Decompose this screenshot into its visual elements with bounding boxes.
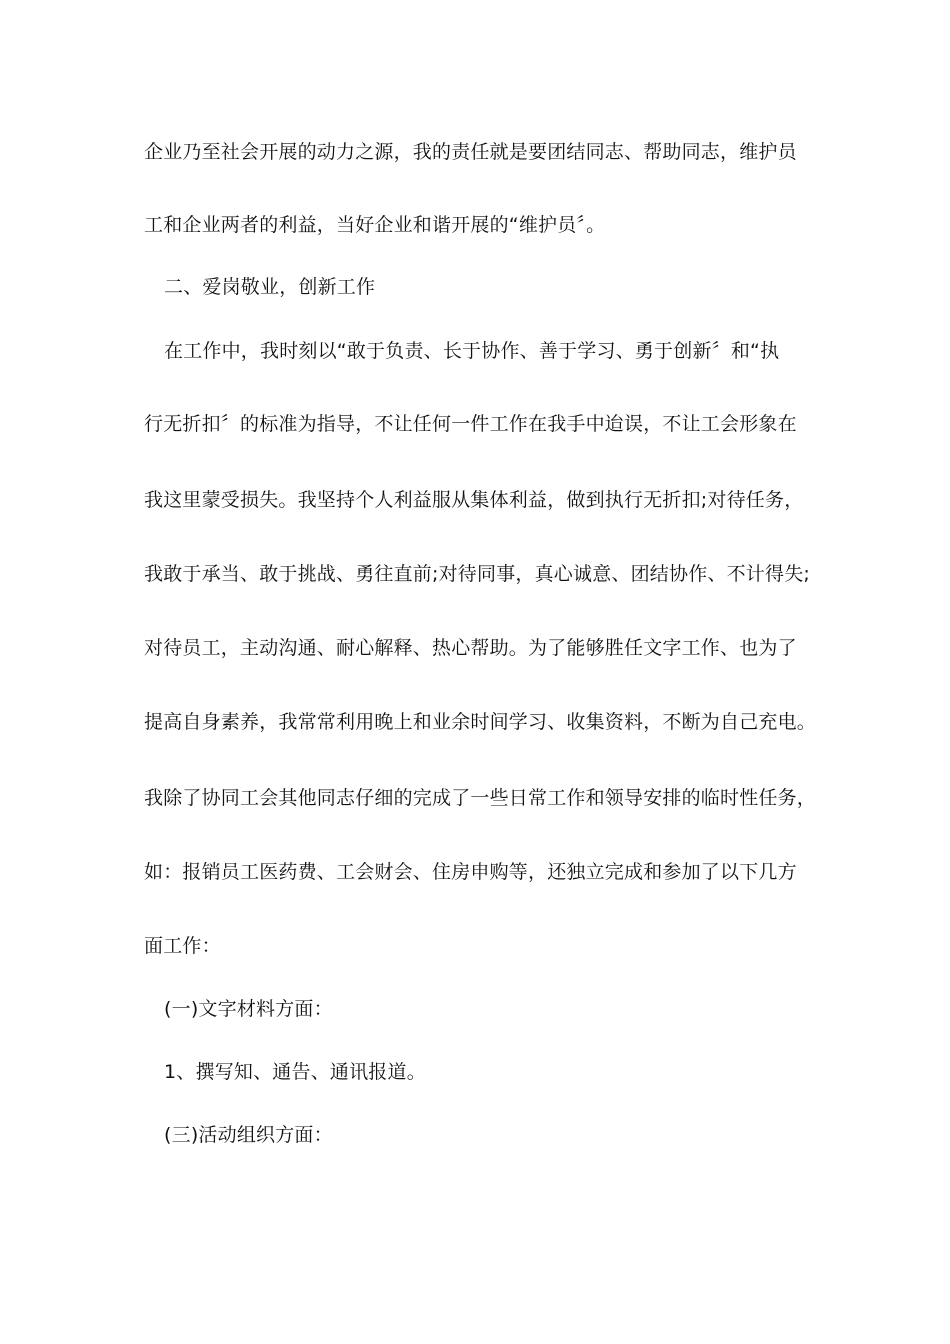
- paragraph-line-9: 我除了协同工会其他同志仔细的完成了一些日常工作和领导安排的临时性任务，: [144, 787, 817, 809]
- paragraph-line-1: 企业乃至社会开展的动力之源，我的责任就是要团结同志、帮助同志，维护员: [144, 141, 797, 163]
- paragraph-line-8: 提高自身素养，我常常利用晚上和业余时间学习、收集资料，不断为自己充电。: [144, 711, 817, 733]
- subsection-heading-1: (一)文字材料方面：: [164, 998, 333, 1020]
- list-item-1: 1、撰写知、通告、通讯报道。: [164, 1061, 426, 1083]
- paragraph-line-3: 在工作中，我时刻以“敢于负责、长于协作、善于学习、勇于创新〞和“执: [164, 340, 780, 362]
- paragraph-line-4: 行无折扣〞的标准为指导，不让任何一件工作在我手中迨误，不让工会形象在: [144, 413, 797, 435]
- subsection-heading-3: (三)活动组织方面：: [164, 1124, 333, 1146]
- paragraph-line-7: 对待员工，主动沟通、耐心解释、热心帮助。为了能够胜任文字工作、也为了: [144, 637, 797, 659]
- paragraph-line-6: 我敢于承当、敢于挑战、勇往直前;对待同事，真心诚意、团结协作、不计得失;: [144, 563, 811, 585]
- section-heading: 二、爱岗敬业，创新工作: [164, 276, 376, 298]
- paragraph-line-10: 如：报销员工医药费、工会财会、住房申购等，还独立完成和参加了以下几方: [144, 861, 797, 883]
- paragraph-line-5: 我这里蒙受损失。我坚持个人利益服从集体利益，做到执行无折扣;对待任务，: [144, 489, 804, 511]
- paragraph-line-2: 工和企业两者的利益，当好企业和谐开展的“维护员〞。: [144, 214, 606, 236]
- paragraph-line-11: 面工作：: [144, 935, 221, 957]
